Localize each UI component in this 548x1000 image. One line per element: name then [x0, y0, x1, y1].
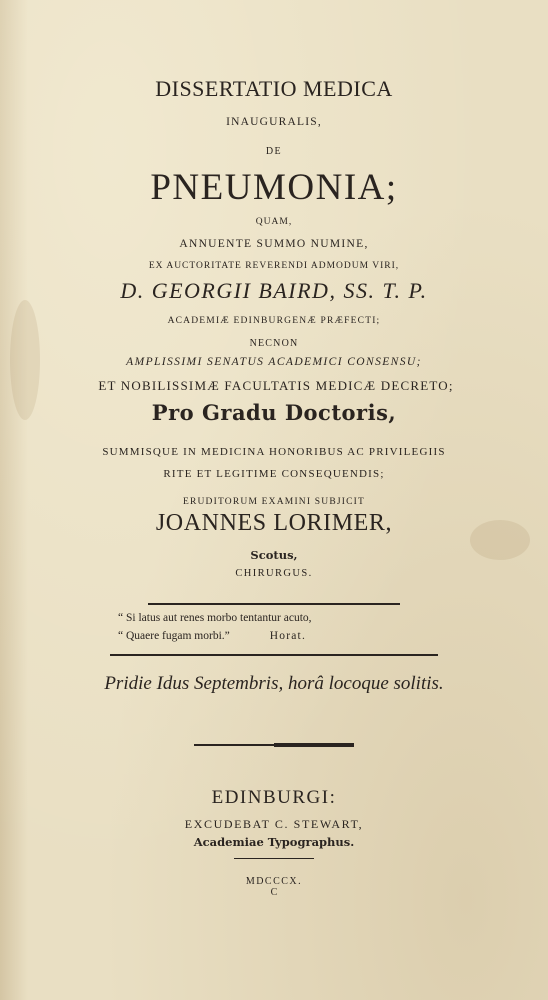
imprint-city: EDINBURGI: — [211, 787, 337, 808]
printer-mark: C — [270, 887, 278, 898]
date-line: Pridie Idus Septembris, horâ locoque solitis. — [104, 673, 444, 694]
principal-name: D. GEORGII BAIRD, SS. T. P. — [120, 278, 428, 303]
short-rule — [234, 858, 314, 859]
text-honoribus: SUMMISQUE IN MEDICINA HONORIBUS AC PRIVILEGIIS — [102, 446, 446, 458]
divider-rule — [148, 603, 400, 605]
text-facultatis: ET NOBILISSIMÆ FACULTATIS MEDICÆ DECRETO; — [98, 378, 454, 393]
author-name: JOANNES LORIMER, — [155, 510, 393, 536]
author-nationality: Scotus, — [250, 548, 298, 562]
epigraph-author: Horat. — [269, 630, 307, 642]
author-profession: CHIRURGUS. — [235, 568, 313, 579]
text-necnon: NECNON — [249, 338, 299, 349]
epigraph-line-2 — [118, 630, 306, 642]
ornamental-rule — [0, 736, 548, 754]
subheading-inauguralis: INAUGURALIS, — [226, 116, 322, 128]
text-senatus: AMPLISSIMI SENATUS ACADEMICI CONSENSU; — [126, 356, 422, 368]
degree-line: Pro Gradu Doctoris, — [151, 400, 397, 425]
dissertation-heading: DISSERTATIO MEDICA — [155, 76, 393, 101]
imprint-year: MDCCCX. — [245, 876, 303, 887]
imprint-role: Academiae Typographus. — [193, 835, 355, 849]
main-title-pneumonia: PNEUMONIA; — [150, 167, 398, 208]
imprint-printer: EXCUDEBAT C. STEWART, — [184, 817, 364, 831]
text-consequendis: RITE ET LEGITIME CONSEQUENDIS; — [163, 468, 385, 480]
epigraph-line-1: “ Si latus aut renes morbo tentantur acuto, — [118, 612, 312, 624]
text-annuente: ANNUENTE SUMMO NUMINE, — [179, 238, 369, 250]
divider-rule — [110, 654, 438, 656]
preposition-de: DE — [265, 146, 283, 157]
text-subjicit: ERUDITORUM EXAMINI SUBJICIT — [182, 497, 366, 507]
text-quam: QUAM, — [255, 217, 293, 227]
text-auctoritate: EX AUCTORITATE REVERENDI ADMODUM VIRI, — [148, 261, 400, 271]
text-academiae: ACADEMIÆ EDINBURGENÆ PRÆFECTI; — [167, 316, 381, 326]
epigraph-text: “ Quaere fugam morbi.” — [118, 630, 230, 642]
